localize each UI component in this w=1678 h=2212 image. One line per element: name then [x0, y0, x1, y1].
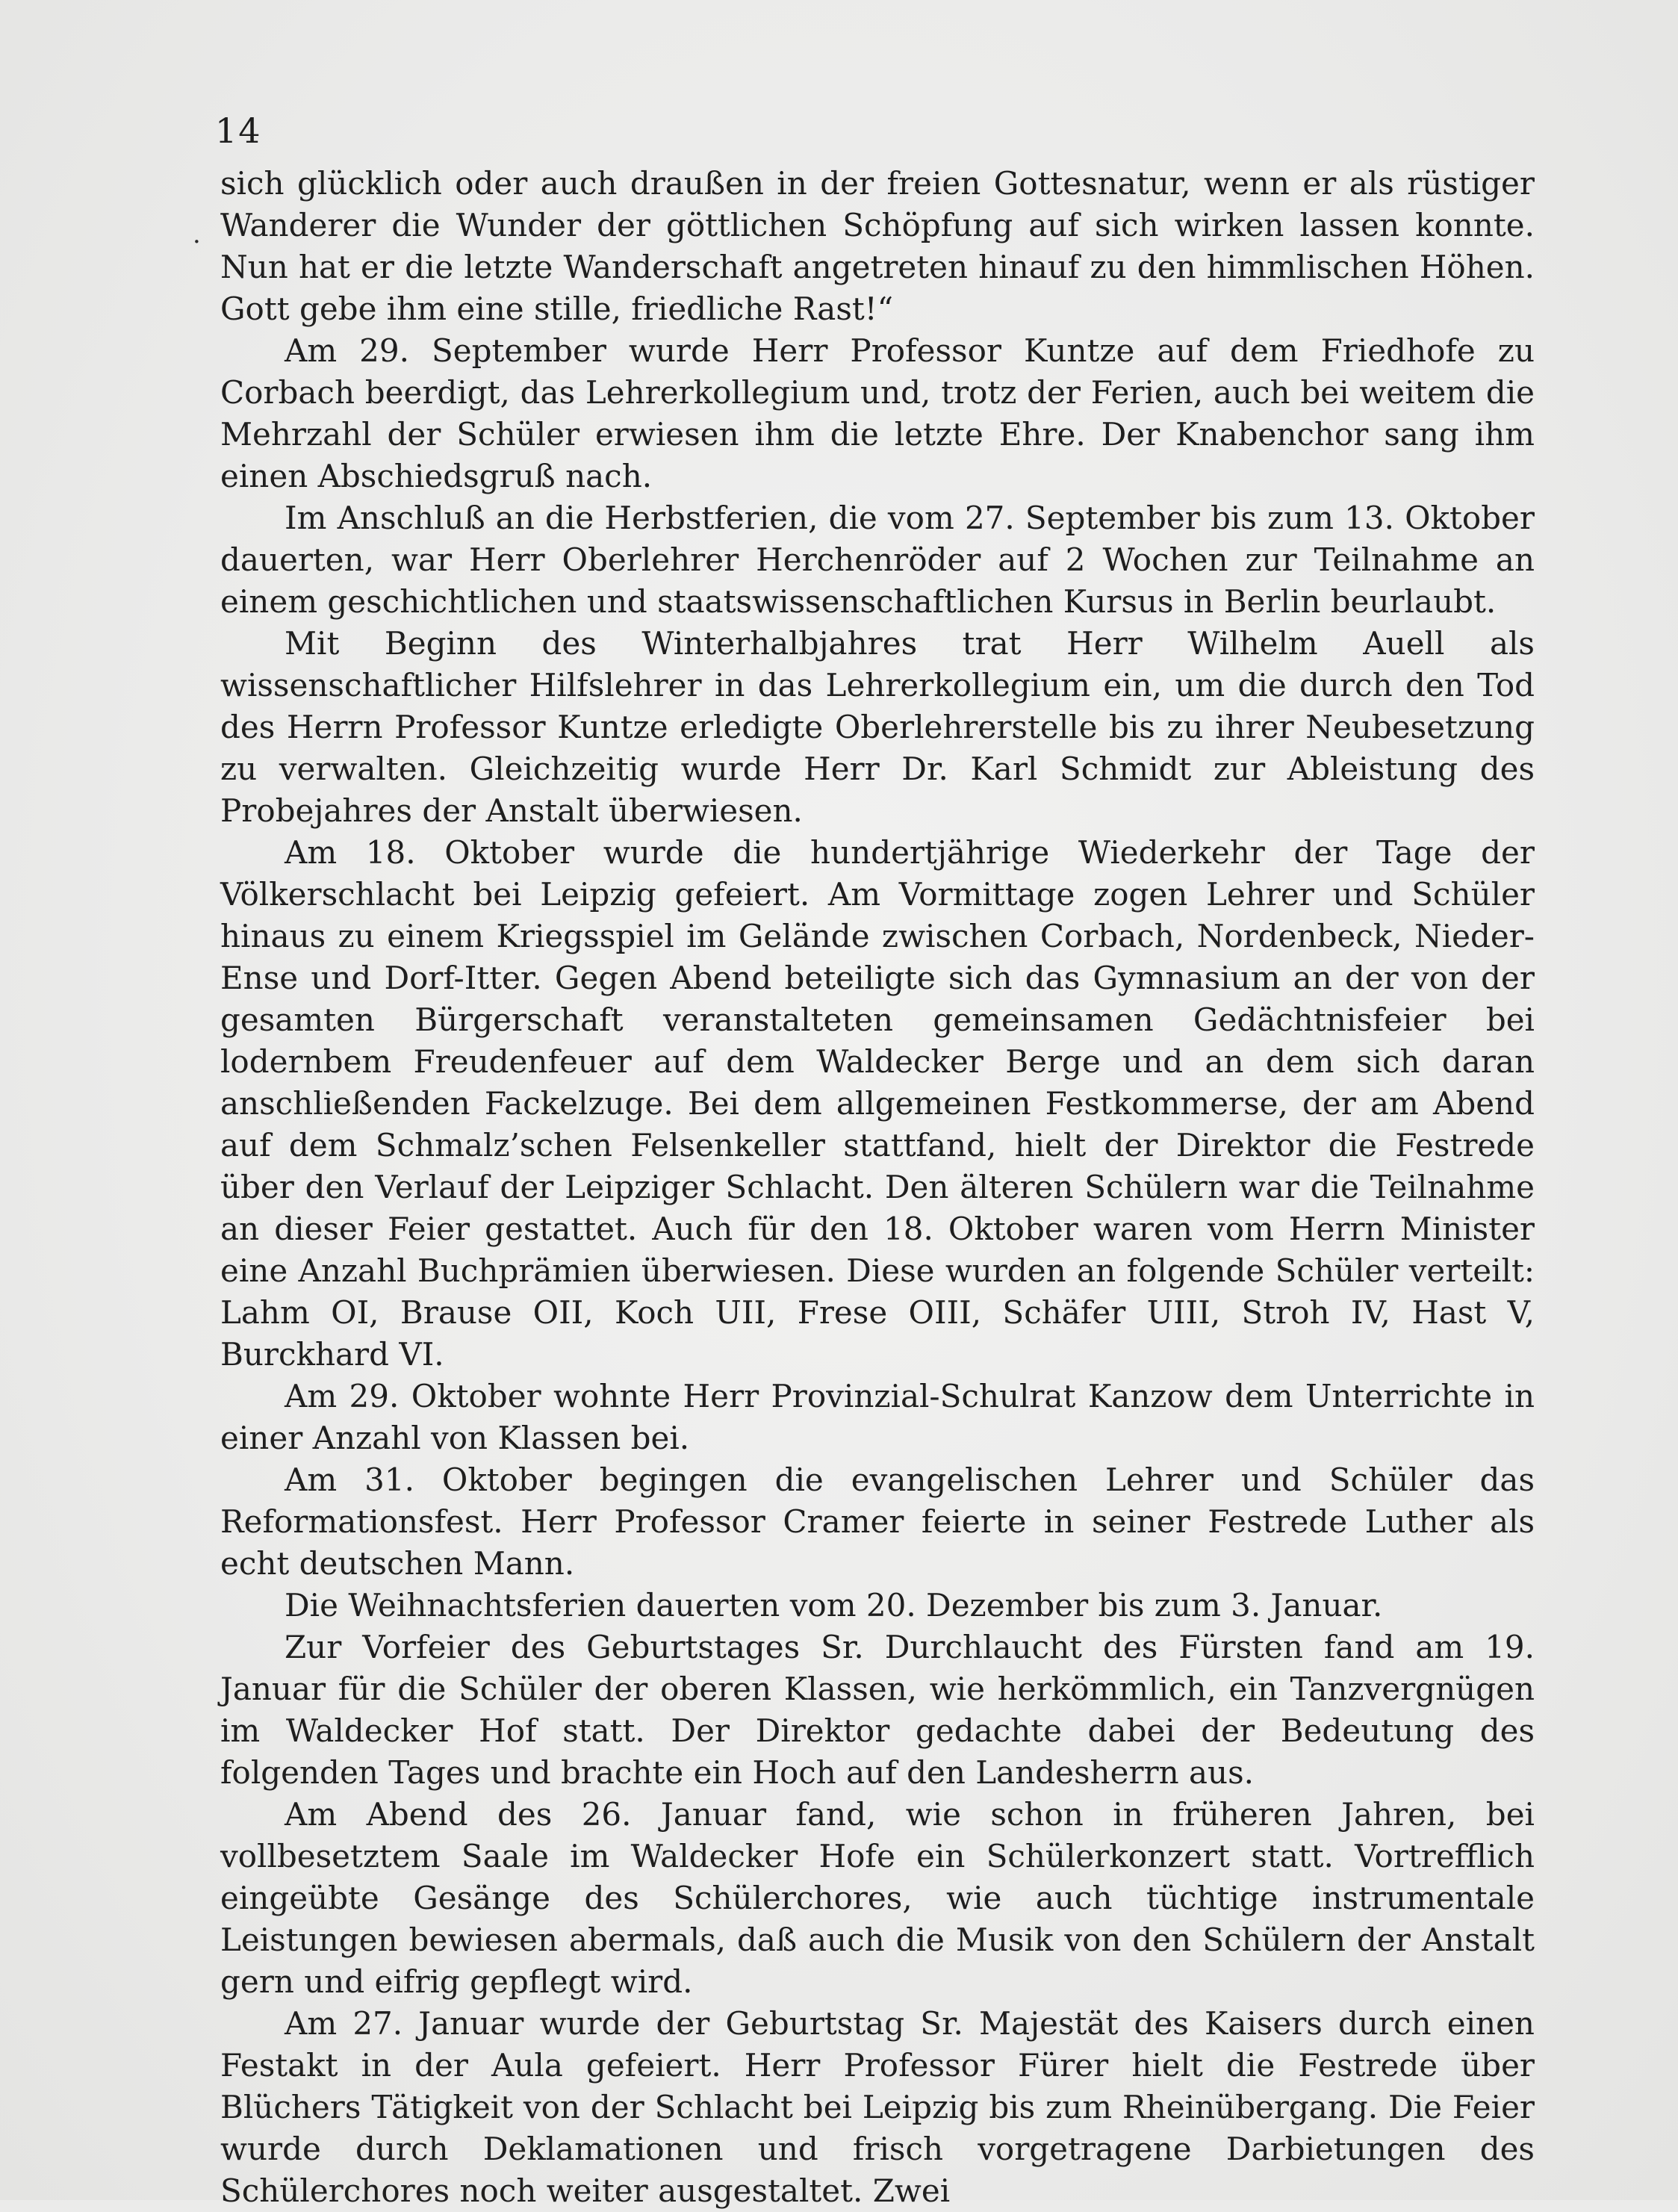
paragraph-herbstferien: Im Anschluß an die Herbstferien, die vom 27. September bis zum 13. Oktober dauerten, war Herr Oberlehrer Herchenröder auf 2 Wochen zur Teilnahme an einem geschichtlichen und staatswissenschaftlichen Kursus in Berlin beurlaubt.	[220, 500, 1535, 620]
paragraph-winterhalbjahr: Mit Beginn des Winterhalbjahres trat Herr Wilhelm Auell als wissenschaftlicher Hilfslehrer in das Lehrerkollegium ein, um die durch den Tod des Herrn Professor Kuntze erledigte Oberlehrerstelle bis zu ihrer Neubesetzung zu verwalten. Gleichzeitig wurde Herr Dr. Karl Schmidt zur Ableistung des Probejahres der Anstalt überwiesen.	[220, 625, 1535, 829]
paragraph-fuerst-geburtstag: Zur Vorfeier des Geburtstages Sr. Durchlaucht des Fürsten fand am 19. Januar für die Schüler der oberen Klassen, wie herkömmlich, ein Tanzvergnügen im Waldecker Hof statt. Der Direktor gedachte dabei der Bedeutung des folgenden Tages und brachte ein Hoch auf den Landesherrn aus.	[220, 1629, 1535, 1791]
page-number: 14	[215, 111, 262, 151]
margin-mark: ·	[193, 227, 201, 257]
paragraph-reformationsfest: Am 31. Oktober begingen die evangelischen Lehrer und Schüler das Reformationsfest. Herr Professor Cramer feierte in seiner Festrede Luther als echt deutschen Mann.	[220, 1461, 1535, 1582]
paragraph-kaiser-geburtstag: Am 27. Januar wurde der Geburtstag Sr. Majestät des Kaisers durch einen Festakt in der Aula gefeiert. Herr Professor Fürer hielt die Festrede über Blüchers Tätigkeit von der Schlacht bei Leipzig bis zum Rheinübergang. Die Feier wurde durch Deklamationen und frisch vorgetragene Darbietungen des Schülerchores noch weiter ausgestaltet. Zwei	[220, 2005, 1535, 2209]
paragraph-schuelerkonzert: Am Abend des 26. Januar fand, wie schon in früheren Jahren, bei vollbesetztem Saale im Waldecker Hofe ein Schülerkonzert statt. Vortrefflich eingeübte Gesänge des Schülerchores, wie auch tüchtige instrumentale Leistungen bewiesen abermals, daß auch die Musik von den Schülern der Anstalt gern und eifrig gepflegt wird.	[220, 1796, 1535, 2000]
paragraph-schulrat-visit: Am 29. Oktober wohnte Herr Provinzial-Schulrat Kanzow dem Unterrichte in einer Anzahl von Klassen bei.	[220, 1378, 1535, 1456]
body-text	[220, 163, 1535, 2212]
paragraph-weihnachtsferien: Die Weihnachtsferien dauerten vom 20. Dezember bis zum 3. Januar.	[285, 1587, 1383, 1624]
paragraph-continuation: sich glücklich oder auch draußen in der freien Gottesnatur, wenn er als rüstiger Wanderer die Wunder der göttlichen Schöpfung auf sich wirken lassen konnte. Nun hat er die letzte Wanderschaft angetreten hinauf zu den himmlischen Höhen. Gott gebe ihm eine stille, friedliche Rast!“	[220, 165, 1535, 327]
paragraph-burial: Am 29. September wurde Herr Professor Kuntze auf dem Friedhofe zu Corbach beerdigt, das Lehrerkollegium und, trotz der Ferien, auch bei weitem die Mehrzahl der Schüler erwiesen ihm die letzte Ehre. Der Knabenchor sang ihm einen Abschiedsgruß nach.	[220, 332, 1535, 494]
paragraph-voelkerschlacht: Am 18. Oktober wurde die hundertjährige Wiederkehr der Tage der Völkerschlacht bei Leipzig gefeiert. Am Vormittage zogen Lehrer und Schüler hinaus zu einem Kriegsspiel im Gelände zwischen Corbach, Nordenbeck, Nieder-Ense und Dorf-Itter. Gegen Abend beteiligte sich das Gymnasium an der von der gesamten Bürgerschaft veranstalteten gemeinsamen Gedächtnisfeier bei lodernbem Freudenfeuer auf dem Waldecker Berge und an dem sich daran anschließenden Fackelzuge. Bei dem allgemeinen Festkommerse, der am Abend auf dem Schmalz’schen Felsenkeller stattfand, hielt der Direktor die Festrede über den Verlauf der Leipziger Schlacht. Den älteren Schülern war die Teilnahme an dieser Feier gestattet. Auch für den 18. Oktober waren vom Herrn Minister eine Anzahl Buchprämien überwiesen. Diese wurden an folgende Schüler verteilt: Lahm OI, Brause OII, Koch UII, Frese OIII, Schäfer UIII, Stroh IV, Hast V, Burckhard VI.	[220, 834, 1535, 1373]
